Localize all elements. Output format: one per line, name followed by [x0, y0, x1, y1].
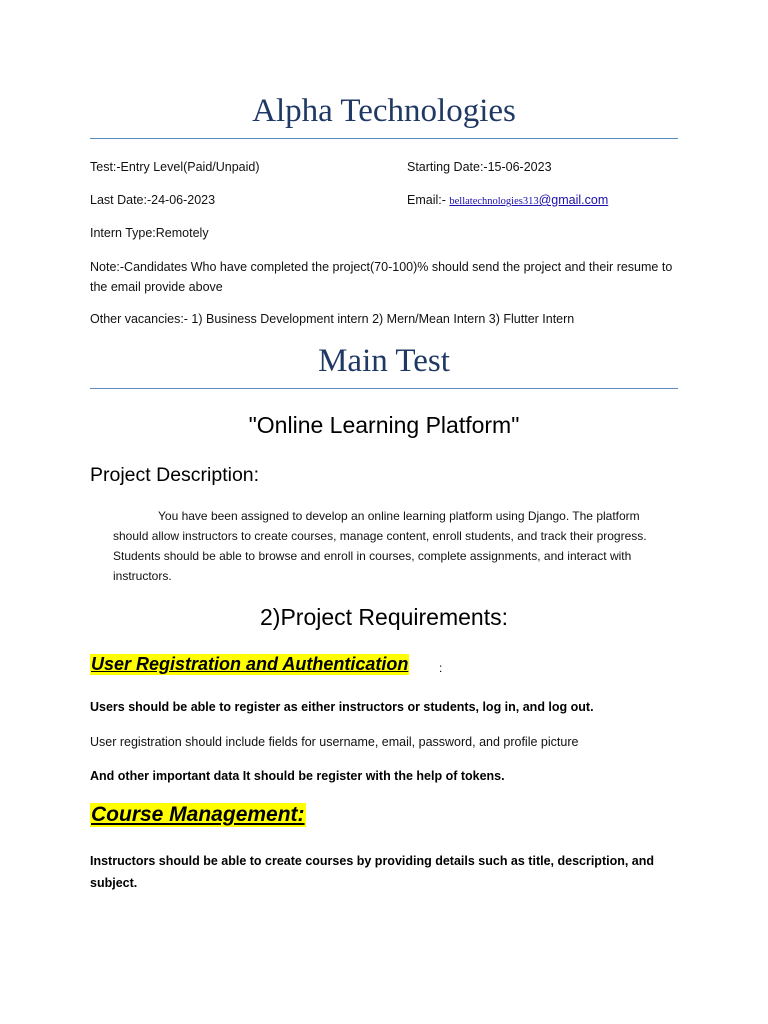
- company-title: Alpha Technologies: [252, 93, 516, 129]
- auth-requirement-1: Users should be able to register as either instructors or students, log in, and log out.: [90, 700, 594, 714]
- email-label: Email:-: [407, 193, 450, 207]
- email-link[interactable]: bellatechnologies313: [449, 196, 539, 207]
- main-test-divider: [90, 388, 678, 389]
- main-test-title: Main Test: [318, 343, 450, 379]
- note-text: Note:-Candidates Who have completed the project(70-100)% should send the project and their resume to the email provide above: [90, 260, 673, 294]
- email-line: [407, 193, 608, 207]
- course-section-heading: Course Management:: [91, 803, 305, 826]
- project-title: "Online Learning Platform": [248, 412, 520, 438]
- email-domain-link[interactable]: @gmail.com: [538, 193, 609, 207]
- project-description-heading: Project Description:: [90, 464, 260, 486]
- requirements-heading: 2)Project Requirements:: [260, 604, 508, 630]
- test-level: Test:-Entry Level(Paid/Unpaid): [90, 160, 260, 174]
- project-description-text: You have been assigned to develop an online learning platform using Django. The platform should allow instructors to create courses, manage content, enroll students, and track their progress. Students should be able to browse and enroll in courses, complete assignments, and interact with instructors.: [113, 509, 647, 583]
- course-requirement-1: Instructors should be able to create courses by providing details such as title, description, and subject.: [90, 854, 655, 890]
- auth-requirement-3: And other important data It should be register with the help of tokens.: [90, 769, 505, 783]
- auth-requirement-2: User registration should include fields for username, email, password, and profile picture: [90, 735, 579, 749]
- intern-type: Intern Type:Remotely: [90, 226, 209, 240]
- last-date: Last Date:-24-06-2023: [90, 193, 216, 207]
- title-divider: [90, 138, 678, 139]
- other-vacancies: Other vacancies:- 1) Business Development intern 2) Mern/Mean Intern 3) Flutter Intern: [90, 312, 575, 326]
- auth-section-heading: User Registration and Authentication: [91, 654, 409, 674]
- starting-date: Starting Date:-15-06-2023: [407, 160, 552, 174]
- auth-heading-colon: :: [439, 661, 443, 675]
